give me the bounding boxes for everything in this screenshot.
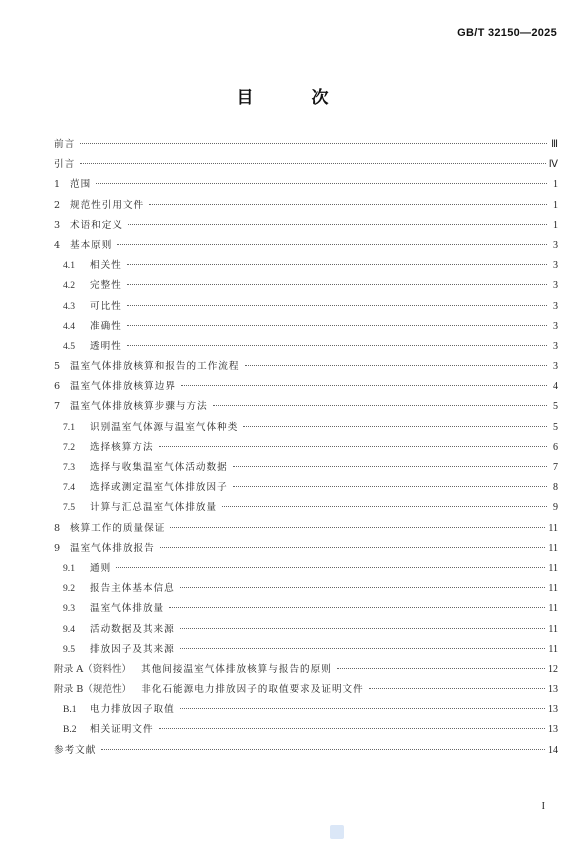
toc-entry[interactable] bbox=[54, 640, 558, 660]
toc-entry-label: 温室气体排放核算和报告的工作流程 bbox=[70, 361, 240, 373]
toc-entry-number: 6 bbox=[54, 381, 61, 393]
toc-entry-label: 温室气体排放报告 bbox=[70, 542, 155, 554]
page-title: 目 次 bbox=[236, 88, 355, 108]
toc-entry-label: 选择或测定温室气体排放因子 bbox=[90, 482, 228, 494]
toc-entry-number: 3 bbox=[54, 219, 61, 231]
toc-entry[interactable] bbox=[54, 317, 558, 337]
toc-entry[interactable] bbox=[54, 579, 558, 599]
toc-entry[interactable] bbox=[54, 660, 558, 680]
toc-dot-leader bbox=[128, 224, 547, 225]
toc-entry-page: 11 bbox=[548, 583, 558, 595]
toc-entry[interactable] bbox=[54, 135, 558, 155]
toc-entry-label: 引言 bbox=[54, 159, 76, 171]
toc-dot-leader bbox=[127, 284, 547, 285]
toc-entry[interactable] bbox=[54, 539, 558, 559]
toc-entry[interactable] bbox=[54, 680, 558, 700]
toc-dot-leader bbox=[180, 708, 545, 709]
toc-entry-page: 14 bbox=[548, 744, 558, 756]
toc-entry-label: 术语和定义 bbox=[70, 219, 123, 231]
toc-entry-number: 4.5 bbox=[63, 340, 75, 352]
toc-dot-leader bbox=[337, 668, 545, 669]
toc-entry[interactable] bbox=[54, 478, 558, 498]
toc-dot-leader bbox=[222, 506, 547, 507]
toc-dot-leader bbox=[180, 648, 546, 649]
toc-entry-label: 选择与收集温室气体活动数据 bbox=[90, 462, 228, 473]
toc-entry-label: 完整性 bbox=[90, 280, 122, 292]
toc-dot-leader bbox=[80, 163, 546, 164]
toc-entry-label: 规范性引用文件 bbox=[70, 199, 145, 211]
toc-entry-number: 4.1 bbox=[63, 260, 75, 272]
toc-entry-label: 通则 bbox=[90, 562, 112, 574]
document-code: GB/T 32150—2025 bbox=[457, 27, 557, 39]
toc-dot-leader bbox=[127, 325, 547, 326]
toc-entry-number: 1 bbox=[54, 179, 61, 191]
toc-entry-label: 范围 bbox=[70, 179, 92, 191]
toc-entry[interactable] bbox=[54, 155, 558, 175]
toc-entry[interactable] bbox=[54, 397, 558, 417]
toc-entry[interactable] bbox=[54, 377, 558, 397]
toc-entry-page: 13 bbox=[548, 684, 558, 696]
toc-entry[interactable] bbox=[54, 337, 558, 357]
toc-entry-number: 4.4 bbox=[63, 320, 75, 332]
toc-entry-page: 11 bbox=[548, 562, 558, 574]
toc-entry-page: 5 bbox=[553, 421, 558, 433]
toc-entry[interactable] bbox=[54, 438, 558, 458]
toc-entry-page: Ⅲ bbox=[551, 139, 558, 150]
toc-entry-number: 4.2 bbox=[63, 280, 75, 292]
toc-entry[interactable] bbox=[54, 256, 558, 276]
toc-entry[interactable] bbox=[54, 276, 558, 296]
toc-entry-page: 3 bbox=[553, 260, 558, 272]
toc-entry[interactable] bbox=[54, 559, 558, 579]
toc-entry-label: 核算工作的质量保证 bbox=[70, 522, 166, 534]
toc-entry-page: 5 bbox=[553, 401, 558, 413]
toc-entry-number: 9.5 bbox=[63, 643, 75, 655]
toc-dot-leader bbox=[245, 365, 548, 366]
toc-dot-leader bbox=[170, 527, 545, 528]
toc-entry-page: 6 bbox=[553, 441, 558, 453]
toc-entry-label: 前言 bbox=[54, 139, 76, 150]
toc-entry-page: 11 bbox=[548, 603, 558, 615]
toc-dot-leader bbox=[243, 426, 547, 427]
toc-entry[interactable] bbox=[54, 741, 558, 761]
toc-dot-leader bbox=[169, 607, 545, 608]
toc-entry-page: 7 bbox=[553, 462, 558, 473]
toc-entry-page: 11 bbox=[548, 542, 558, 554]
toc-entry-label: 非化石能源电力排放因子的取值要求及证明文件 bbox=[141, 684, 364, 696]
toc-entry-number: 9.4 bbox=[63, 623, 75, 635]
toc-entry-number: 7.2 bbox=[63, 441, 75, 453]
toc-entry-label: 温室气体排放量 bbox=[90, 603, 165, 615]
toc-entry-label: 其他间接温室气体排放核算与报告的原则 bbox=[141, 663, 332, 675]
stamp-mark bbox=[330, 825, 344, 839]
toc-entry-page: 3 bbox=[553, 280, 558, 292]
toc-entry-page: 3 bbox=[553, 361, 558, 373]
toc-entry-page: 12 bbox=[548, 663, 558, 675]
toc-entry-number: 9 bbox=[54, 542, 61, 554]
toc-entry[interactable] bbox=[54, 458, 558, 478]
toc-entry-label: 基本原则 bbox=[70, 239, 113, 251]
toc-entry-page: 8 bbox=[553, 482, 558, 494]
toc-entry-page: 11 bbox=[548, 643, 558, 655]
footer-page-number: I bbox=[541, 801, 545, 812]
toc-dot-leader bbox=[159, 446, 547, 447]
toc-entry[interactable] bbox=[54, 720, 558, 740]
toc-entry[interactable] bbox=[54, 357, 558, 377]
toc-entry-label: 温室气体排放核算边界 bbox=[70, 381, 176, 393]
toc-entry-label: 相关证明文件 bbox=[90, 724, 154, 736]
toc-entry-number: 9.2 bbox=[63, 583, 75, 595]
toc-dot-leader bbox=[149, 204, 547, 205]
toc-entry-number: 5 bbox=[54, 361, 61, 373]
toc-entry[interactable] bbox=[54, 599, 558, 619]
toc-entry-label: 活动数据及其来源 bbox=[90, 623, 175, 635]
toc-entry-label: 透明性 bbox=[90, 340, 122, 352]
toc-entry-page: 4 bbox=[553, 381, 558, 393]
toc-entry-label: 相关性 bbox=[90, 260, 122, 272]
toc-entry-page: 3 bbox=[553, 320, 558, 332]
toc-dot-leader bbox=[181, 385, 547, 386]
toc-dot-leader bbox=[116, 567, 545, 568]
toc-entry-number: 7.4 bbox=[63, 482, 75, 494]
toc-entry-page: 3 bbox=[553, 340, 558, 352]
table-of-contents bbox=[54, 135, 558, 761]
toc-entry[interactable] bbox=[54, 498, 558, 518]
toc-entry[interactable] bbox=[54, 216, 558, 236]
toc-dot-leader bbox=[96, 183, 547, 184]
toc-entry-page: Ⅳ bbox=[548, 159, 558, 171]
toc-entry-number: B.1 bbox=[63, 704, 77, 716]
toc-entry-number: 4 bbox=[54, 239, 61, 251]
toc-dot-leader bbox=[127, 345, 547, 346]
toc-dot-leader bbox=[369, 688, 545, 689]
toc-entry-page: 9 bbox=[553, 502, 558, 514]
toc-entry[interactable] bbox=[54, 620, 558, 640]
toc-entry-number: 4.3 bbox=[63, 300, 75, 312]
toc-entry-page: 3 bbox=[553, 300, 558, 312]
toc-dot-leader bbox=[180, 628, 546, 629]
toc-dot-leader bbox=[160, 547, 546, 548]
toc-entry-number: 7 bbox=[54, 401, 61, 413]
toc-entry-page: 1 bbox=[553, 199, 558, 211]
toc-dot-leader bbox=[127, 305, 547, 306]
toc-entry-number: 附录 A（资料性） bbox=[54, 663, 132, 675]
toc-dot-leader bbox=[127, 264, 547, 265]
toc-entry-label: 电力排放因子取值 bbox=[90, 704, 175, 716]
toc-entry-number: 8 bbox=[54, 522, 61, 534]
toc-dot-leader bbox=[101, 749, 545, 750]
toc-entry-number: 9.3 bbox=[63, 603, 75, 615]
toc-entry-page: 13 bbox=[548, 704, 558, 716]
toc-entry-number: 附录 B（规范性） bbox=[54, 684, 132, 696]
toc-entry-page: 13 bbox=[548, 724, 558, 736]
toc-entry-label: 可比性 bbox=[90, 300, 122, 312]
toc-entry[interactable] bbox=[54, 175, 558, 195]
toc-entry-page: 1 bbox=[553, 219, 558, 231]
toc-dot-leader bbox=[80, 143, 547, 144]
toc-dot-leader bbox=[233, 466, 547, 467]
toc-entry-label: 温室气体排放核算步骤与方法 bbox=[70, 401, 208, 413]
toc-entry-number: 2 bbox=[54, 199, 61, 211]
toc-entry-label: 排放因子及其来源 bbox=[90, 643, 175, 655]
toc-entry[interactable] bbox=[54, 236, 558, 256]
toc-entry-number: 7.5 bbox=[63, 502, 75, 514]
toc-entry[interactable] bbox=[54, 700, 558, 720]
toc-entry-page: 3 bbox=[553, 239, 558, 251]
toc-dot-leader bbox=[233, 486, 547, 487]
toc-entry-label: 报告主体基本信息 bbox=[90, 583, 175, 595]
toc-entry-label: 选择核算方法 bbox=[90, 441, 154, 453]
toc-entry-label: 计算与汇总温室气体排放量 bbox=[90, 502, 218, 514]
toc-entry-label: 识别温室气体源与温室气体种类 bbox=[90, 421, 239, 433]
toc-entry-number: 9.1 bbox=[63, 562, 75, 574]
toc-entry[interactable] bbox=[54, 418, 558, 438]
toc-dot-leader bbox=[159, 728, 545, 729]
toc-entry-label: 参考文献 bbox=[54, 744, 97, 756]
toc-entry-page: 11 bbox=[548, 623, 558, 635]
toc-entry-label: 准确性 bbox=[90, 320, 122, 332]
toc-entry-page: 11 bbox=[548, 522, 558, 534]
toc-entry-page: 1 bbox=[553, 179, 558, 191]
toc-entry[interactable] bbox=[54, 297, 558, 317]
toc-dot-leader bbox=[180, 587, 546, 588]
toc-entry[interactable] bbox=[54, 196, 558, 216]
toc-entry-number: 7.3 bbox=[63, 462, 75, 473]
toc-dot-leader bbox=[117, 244, 547, 245]
toc-entry-number: B.2 bbox=[63, 724, 77, 736]
toc-dot-leader bbox=[213, 405, 547, 406]
toc-entry[interactable] bbox=[54, 519, 558, 539]
toc-entry-number: 7.1 bbox=[63, 421, 75, 433]
